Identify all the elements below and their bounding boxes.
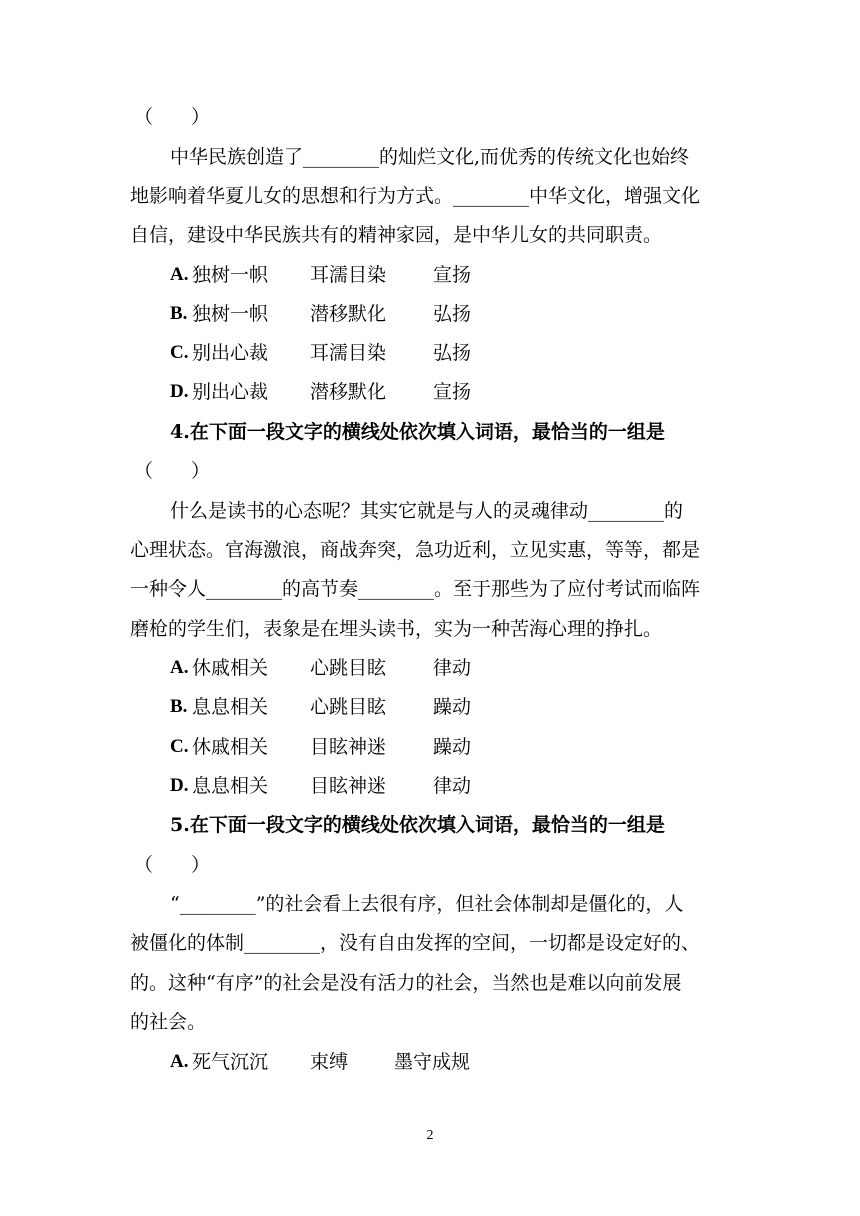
option-letter: C.: [170, 342, 189, 363]
option-word-2: 目眩神迷: [310, 736, 387, 758]
option-word-2: 心跳目眩: [310, 657, 387, 679]
passage-q4-line-1: 什么是读书的心态呢？其实它就是与人的灵魂律动________的: [170, 500, 684, 522]
passage-q3-line-3: 自信，建设中华民族共有的精神家园，是中华儿女的共同职责。: [130, 224, 663, 246]
option-word-3: 律动: [433, 775, 472, 797]
option-word-2: 耳濡目染: [310, 264, 387, 286]
option-word-3: 弘扬: [433, 342, 472, 364]
passage-q3-line-2: 地影响着华夏儿女的思想和行为方式。________中华文化，增强文化: [130, 185, 701, 207]
option-letter: C.: [170, 736, 189, 757]
option-word-3: 躁动: [433, 736, 472, 758]
option-word-2: 潜移默化: [310, 381, 387, 403]
passage-q5-line-4: 的社会。: [130, 1011, 207, 1033]
option-letter: A.: [170, 1051, 189, 1072]
option-letter: A.: [170, 657, 189, 678]
option-word-1: 息息相关: [192, 775, 269, 797]
option-word-3: 躁动: [433, 696, 472, 718]
option-word-2: 心跳目眩: [310, 696, 387, 718]
option-word-2: 束缚: [310, 1051, 349, 1073]
option-word-1: 别出心裁: [192, 381, 269, 403]
question-5-stem: 5.在下面一段文字的横线处依次填入词语，最恰当的一组是: [170, 814, 665, 836]
option-letter: B.: [170, 696, 188, 717]
option-word-1: 息息相关: [192, 696, 269, 718]
option-word-1: 独树一帜: [192, 264, 269, 286]
option-word-3: 宣扬: [433, 381, 472, 403]
passage-q5-line-1: “________”的社会看上去很有序，但社会体制却是僵化的，人: [170, 893, 684, 915]
answer-bracket-q5: （ ）: [134, 854, 211, 876]
answer-bracket-q4: （ ）: [134, 460, 211, 482]
passage-q3-line-1: 中华民族创造了________的灿烂文化,而优秀的传统文化也始终: [170, 146, 690, 168]
passage-q4-line-3: 一种令人________的高节奏________。至于那些为了应付考试而临阵: [130, 578, 701, 600]
option-letter: D.: [170, 775, 189, 796]
passage-q4-line-4: 磨枪的学生们，表象是在埋头读书，实为一种苦海心理的挣扎。: [130, 618, 663, 640]
answer-bracket-q3: （ ）: [134, 106, 211, 128]
option-letter: D.: [170, 381, 189, 402]
option-word-3: 律动: [433, 657, 472, 679]
option-letter: B.: [170, 303, 188, 324]
option-letter: A.: [170, 264, 189, 285]
option-word-1: 休戚相关: [192, 657, 269, 679]
option-word-3: 弘扬: [433, 303, 472, 325]
option-word-3: 宣扬: [433, 264, 472, 286]
option-word-1: 别出心裁: [192, 342, 269, 364]
option-word-3: 墨守成规: [394, 1051, 471, 1073]
passage-q4-line-2: 心理状态。官海激浪，商战奔突，急功近利，立见实惠，等等，都是: [130, 539, 701, 561]
option-word-2: 潜移默化: [310, 303, 387, 325]
option-word-2: 目眩神迷: [310, 775, 387, 797]
option-word-1: 休戚相关: [192, 736, 269, 758]
passage-q5-line-3: 的。这种“有序”的社会是没有活力的社会，当然也是难以向前发展: [130, 972, 682, 994]
option-word-1: 死气沉沉: [192, 1051, 269, 1073]
page-number: 2: [426, 1128, 434, 1143]
option-word-1: 独树一帜: [192, 303, 269, 325]
option-word-2: 耳濡目染: [310, 342, 387, 364]
passage-q5-line-2: 被僵化的体制________，没有自由发挥的空间，一切都是设定好的、: [130, 932, 701, 954]
question-4-stem: 4.在下面一段文字的横线处依次填入词语，最恰当的一组是: [170, 421, 665, 443]
